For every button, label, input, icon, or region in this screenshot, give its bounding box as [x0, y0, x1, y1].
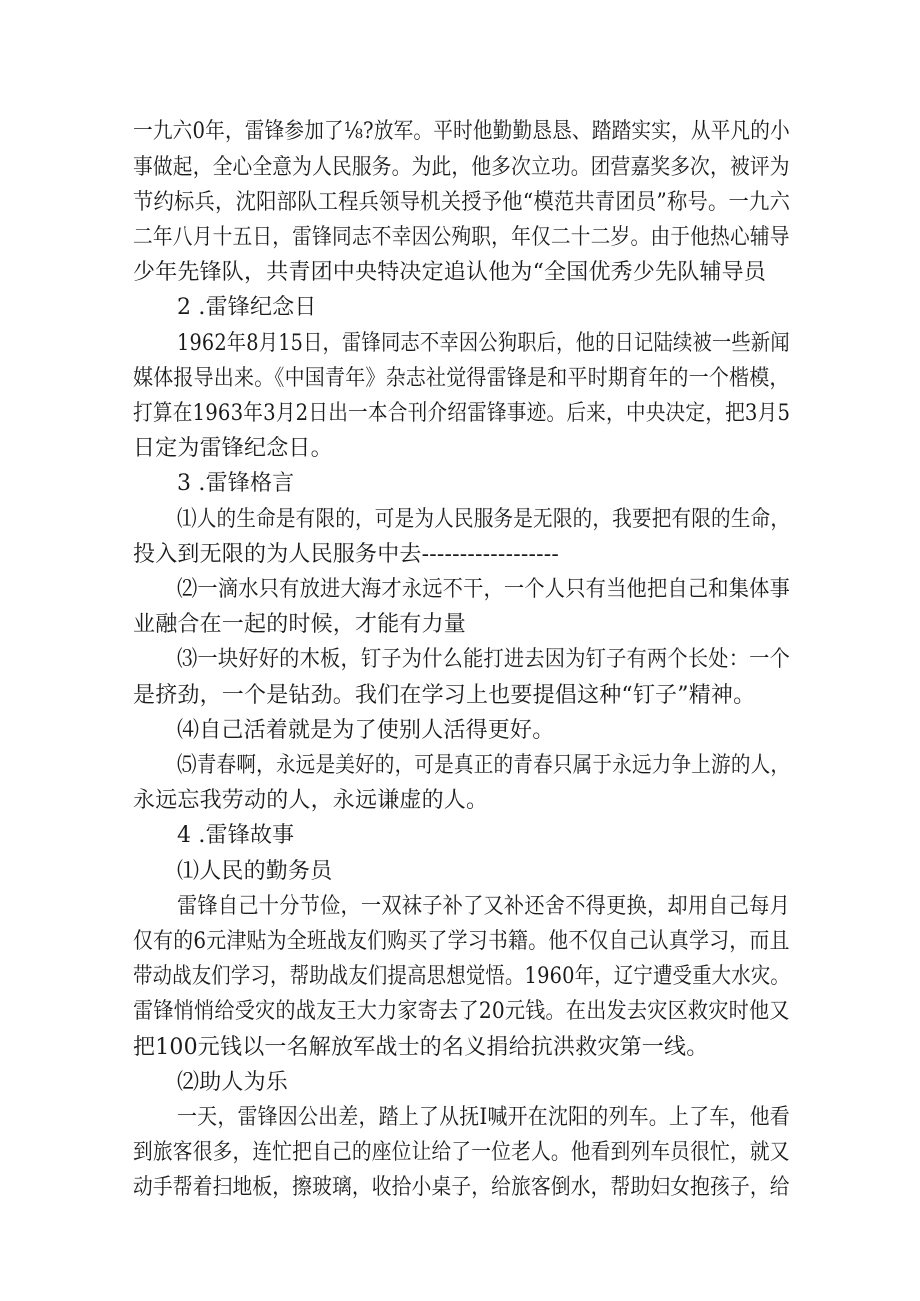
body-text-line: 一天，雷锋因公出差，踏上了从抚I喊开在沈阳的列车。上了车，他看 [177, 1105, 790, 1130]
body-text-line: 把100元钱以一名解放军战士的名义捐给抗洪救灾第一线。 [133, 1035, 709, 1060]
body-text-line: 到旅客很多，连忙把自己的座位让给了一位老人。他看到列车员很忙，就又 [133, 1140, 790, 1165]
section-heading: 4 .雷锋故事 [177, 823, 295, 848]
body-text-line: 动手帮着扫地板，擦玻璃，收拾小桌子，给旅客倒水，帮助妇女抱孩子，给 [133, 1175, 790, 1200]
body-text-line: 投入到无限的为人民服务中去------------------ [133, 542, 560, 567]
body-text-line: 打算在1963年3月2日出一本合刊介绍雷锋事迹。后来，中央决定，把3月5 [133, 401, 791, 426]
section-heading: 2 .雷锋纪念日 [177, 295, 317, 320]
motto-item: ⑴人的生命是有限的，可是为人民服务是无限的，我要把有限的生命， [177, 507, 791, 532]
body-text-line: 仅有的6元津贴为全班战友们购买了学习书籍。他不仅自己认真学习，而且 [133, 929, 790, 954]
body-text-line: 雷锋悄悄给受灾的战友王大力家寄去了20元钱。在出发去灾区救灾时他又 [133, 999, 790, 1024]
story-heading: ⑵助人为乐 [177, 1070, 289, 1095]
body-text-line: 雷锋自己十分节俭，一双袜子补了又补还舍不得更换，却用自己每月 [177, 894, 791, 919]
section-heading: 3 .雷锋格言 [177, 471, 295, 496]
body-text-line: 少年先锋队，共青团中央特决定追认他为“全国优秀少先队辅导员 [133, 260, 767, 285]
body-text-line: 一九六0年，雷锋参加了⅛?放军。平时他勤勤恳恳、踏踏实实，从平凡的小 [133, 119, 790, 144]
body-text-line: 事做起，全心全意为人民服务。为此，他多次立功。团营嘉奖多次，被评为 [133, 155, 790, 180]
body-text-line: 业融合在一起的时候，才能有力量 [133, 612, 467, 637]
body-text-line: 二年八月十五日，雷锋同志不幸因公殉职，年仅二十二岁。由于他热心辅导 [133, 225, 790, 250]
body-text-line: 带动战友们学习，帮助战友们提高思想觉悟。1960年，辽宁遭受重大水灾。 [133, 964, 790, 989]
motto-item: ⑷自己活着就是为了使别人活得更好。 [177, 718, 555, 743]
motto-item: ⑶一块好好的木板，钉子为什么能打进去因为钉子有两个长处：一个 [177, 647, 791, 672]
body-text-line: 是挤劲，一个是钻劲。我们在学习上也要提倡这种“钉子”精神。 [133, 683, 756, 708]
story-heading: ⑴人民的勤务员 [177, 859, 333, 884]
body-text-line: 媒体报导出来。《中国青年》杂志社觉得雷锋是和平时期育年的一个楷模， [133, 366, 790, 391]
body-text-line: 日定为雷锋纪念日。 [133, 436, 333, 461]
body-text-line: 节约标兵，沈阳部队工程兵领导机关授予他“模范共青团员”称号。一九六 [133, 190, 791, 215]
motto-item: ⑵一滴水只有放进大海才永远不干，一个人只有当他把自己和集体事 [177, 577, 791, 602]
body-text-line: 永远忘我劳动的人，永远谦虚的人。 [133, 788, 489, 813]
motto-item: ⑸青春啊，永远是美好的，可是真正的青春只属于永远力争上游的人， [177, 753, 791, 778]
body-text-line: 1962年8月15日，雷锋同志不幸因公狗职后，他的日记陆续被一些新闻 [177, 331, 790, 356]
